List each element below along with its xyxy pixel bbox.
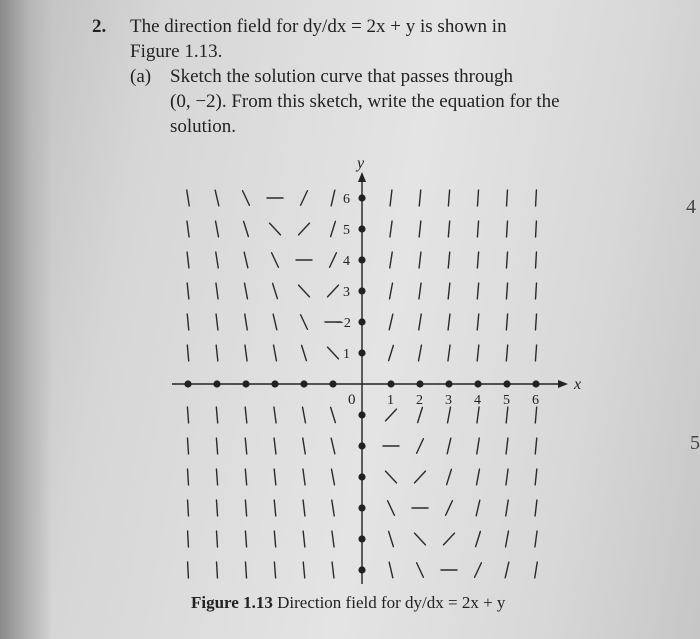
slope-segment [386,471,397,483]
slope-segment [446,501,453,515]
x-axis-label: x [574,376,582,393]
slope-segment [477,221,478,237]
y-axis-point [358,287,365,294]
slope-segment [507,221,508,237]
x-tick-label: 4 [474,393,481,408]
slope-segment [188,469,189,485]
slope-segment [447,438,451,454]
slope-segment [273,283,278,298]
slope-segment [274,562,275,578]
slope-segment [331,438,335,454]
slope-segment [448,283,450,299]
slope-segment [415,533,426,545]
slope-segment [245,314,247,330]
slope-segment [303,438,305,454]
slope-segment [244,221,249,236]
x-axis-point [300,380,307,387]
slope-segment [274,345,277,361]
slope-segment [447,469,452,484]
slope-segment [299,223,310,235]
slope-segment [448,345,450,361]
slope-segment [386,409,397,421]
slope-segment [245,562,246,578]
slope-segment [328,347,339,359]
slope-segment [390,283,393,299]
slope-segment [536,283,537,299]
x-tick-label: 5 [503,393,510,408]
problem-text-1: The direction field for dy/dx = 2x + y is shown in [130,16,507,37]
slope-segment [328,285,339,297]
slope-segment [332,531,334,547]
slope-segment [418,407,423,422]
y-tick-label: 1 [343,347,350,362]
slope-segment [506,469,508,485]
slope-segment [415,471,426,483]
slope-segment [270,223,281,235]
slope-segment [274,531,275,547]
x-axis-point [184,380,191,387]
slope-segment [332,500,334,516]
slope-segment [448,407,451,423]
slope-segment [477,345,479,361]
slope-segment [216,469,217,485]
slope-segment [187,345,188,361]
slope-segment [535,562,537,578]
slope-segment [417,563,424,577]
slope-segment [507,190,508,206]
figure-caption-text: Direction field for dy/dx = 2x + y [272,593,506,612]
part-a-line-2: (0, −2). From this sketch, write the equation for the [170,91,560,112]
slope-segment [303,469,305,485]
x-axis-point [532,380,539,387]
slope-segment [299,285,310,297]
slope-segment [331,221,336,236]
slope-segment [187,438,188,454]
slope-segment [536,221,537,237]
slope-segment [476,500,480,516]
slope-segment [448,252,449,268]
slope-segment [477,314,478,330]
slope-segment [506,407,508,423]
slope-segment [274,407,276,423]
slope-segment [217,562,218,578]
slope-segment [535,345,536,361]
slope-segment [187,314,188,330]
figure-caption-label: Figure 1.13 [191,593,273,612]
slope-segment [301,191,308,205]
slope-segment [245,345,247,361]
slope-segment [274,500,275,516]
slope-segment [390,190,392,206]
slope-segment [301,315,308,329]
slope-segment [217,531,218,547]
slope-segment [506,345,507,361]
slope-segment [303,500,305,516]
slope-segment [448,190,449,206]
slope-segment [477,438,479,454]
slope-segment [389,345,394,360]
slope-segment [245,500,246,516]
figure-caption [191,593,505,613]
slope-segment [477,252,478,268]
slope-segment [419,252,421,268]
slope-segment [303,562,304,578]
slope-segment [419,190,420,206]
slope-segment [505,562,509,578]
y-axis-point [358,442,365,449]
slope-segment [448,314,450,330]
y-axis-point [358,504,365,511]
slope-segment [216,407,217,423]
slope-segment [506,314,507,330]
y-axis-label: y [357,155,365,172]
slope-segment [216,314,218,330]
slope-segment [388,501,395,515]
slope-segment [302,345,307,360]
slope-segment [389,314,393,330]
slope-segment [535,500,537,516]
slope-segment [419,345,422,361]
part-a-line-3: solution. [170,116,236,137]
slope-segment [245,469,246,485]
slope-segment [331,190,335,206]
slope-segment [187,190,189,206]
slope-segment [332,562,334,578]
y-tick-label: 6 [343,192,350,207]
slope-segment [477,469,480,485]
x-axis-point [329,380,336,387]
x-axis-point [387,380,394,387]
y-tick-label: 4 [343,254,350,269]
slope-segment [274,438,276,454]
y-tick-label: 3 [343,285,350,300]
slope-segment [475,563,482,577]
slope-segment [272,253,279,267]
slope-segment [506,283,507,299]
margin-mark-4: 4 [686,196,696,218]
margin-mark-5: 5 [690,432,700,454]
slope-segment [245,438,246,454]
slope-segment [216,283,218,299]
x-tick-label: 1 [387,393,394,408]
x-axis-arrow [558,380,568,388]
y-axis-arrow [358,172,366,182]
slope-segment [187,407,188,423]
slope-segment [477,407,479,423]
slope-segment [506,500,508,516]
y-axis-point [358,318,365,325]
slope-segment [216,500,217,516]
slope-segment [476,531,481,546]
slope-segment [216,252,218,268]
slope-segment [245,283,248,299]
slope-segment [536,252,537,268]
x-tick-label: 2 [416,393,423,408]
slope-segment [535,531,537,547]
slope-segment [188,562,189,578]
slope-segment [477,283,478,299]
part-a-text-1: Sketch the solution curve that passes through [170,66,513,87]
slope-segment [216,345,218,361]
slope-segment [506,531,509,547]
x-tick-label: 3 [445,393,452,408]
slope-segment [506,438,508,454]
slope-segment [188,531,189,547]
slope-segment [245,407,247,423]
y-axis-point [358,256,365,263]
slope-segment [187,283,189,299]
x-axis-point [416,380,423,387]
slope-segment [243,191,250,205]
y-axis-point [358,535,365,542]
slope-segment [419,221,421,237]
slope-segment [477,190,478,206]
x-axis-point [445,380,452,387]
slope-segment [244,252,248,268]
slope-segment [245,531,246,547]
x-axis-point [503,380,510,387]
slope-segment [448,221,449,237]
slope-segment [506,252,507,268]
y-axis-point [358,225,365,232]
x-axis-point [242,380,249,387]
y-axis-point [358,349,365,356]
slope-segment [417,439,424,453]
slope-segment [535,314,536,330]
slope-segment [389,562,393,578]
slope-segment [187,252,189,268]
slope-segment [390,252,392,268]
y-axis-point [358,194,365,201]
x-axis-point [474,380,481,387]
origin-label: 0 [348,392,356,408]
slope-segment [273,314,277,330]
slope-segment [216,438,217,454]
y-axis-point [358,411,365,418]
slope-segment [390,221,392,237]
slope-segment [331,407,336,422]
x-tick-label: 6 [532,393,539,408]
slope-segment [535,469,537,485]
slope-segment [187,221,189,237]
y-tick-label: −2 [336,316,351,331]
slope-segment [444,533,455,545]
slope-segment [419,314,421,330]
slope-segment [535,438,536,454]
y-axis-point [358,473,365,480]
slope-segment [332,469,335,485]
slope-segment [535,407,536,423]
slope-segment [215,190,219,206]
slope-segment [188,500,189,516]
x-axis-point [271,380,278,387]
part-a-label: (a) [130,66,152,87]
slope-segment [536,190,537,206]
slope-segment [274,469,276,485]
x-axis-point [213,380,220,387]
y-tick-label: 5 [343,223,350,238]
slope-segment [330,253,337,267]
y-axis-point [358,566,365,573]
slope-segment [303,407,306,423]
slope-segment [389,531,394,546]
problem-line-2: Figure 1.13. [130,41,223,62]
slope-segment [216,221,219,237]
problem-number: 2. [92,16,107,37]
slope-segment [303,531,305,547]
slope-segment [419,283,421,299]
